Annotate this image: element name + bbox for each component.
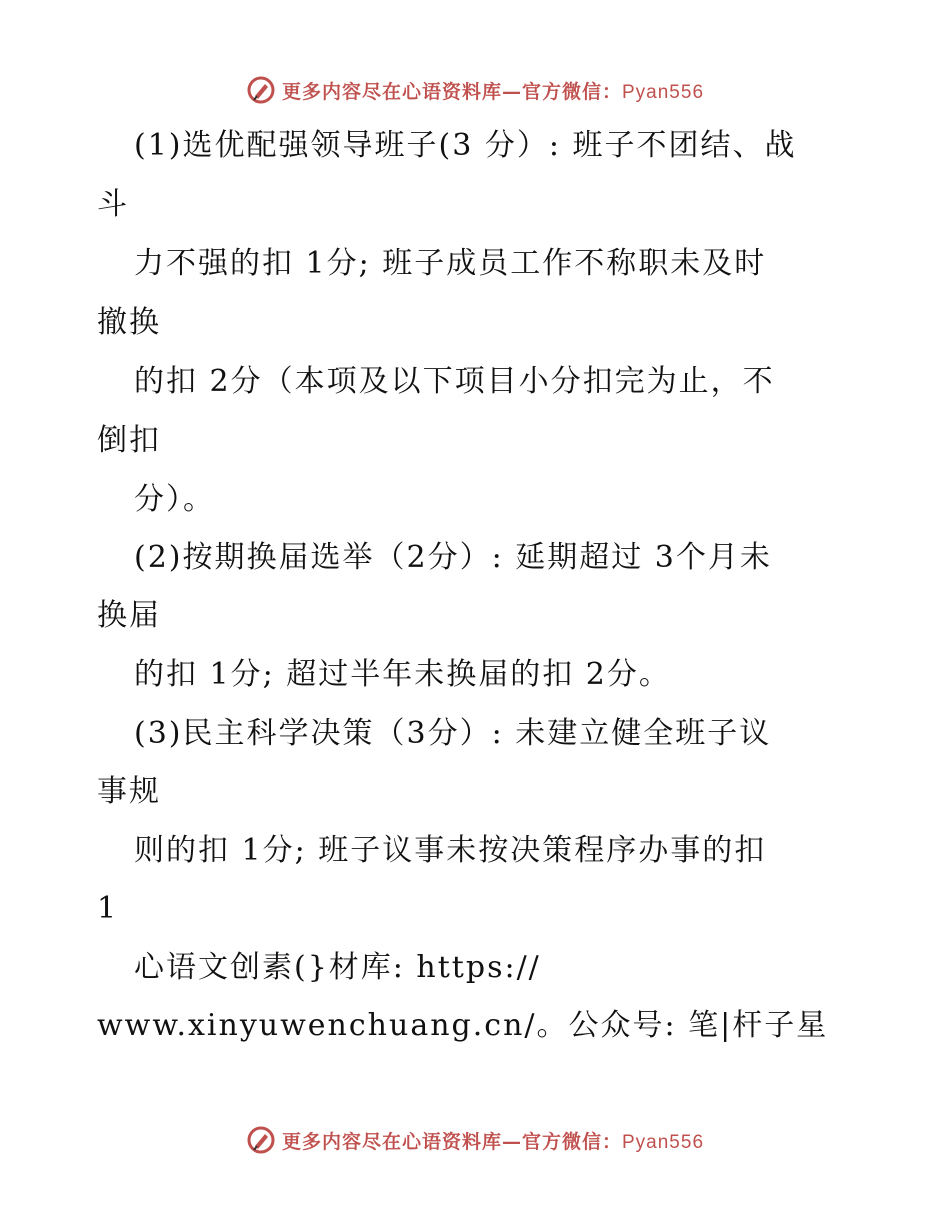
text-line: 心语文创素(}材库: https://: [134, 950, 541, 985]
text-line: 分）。: [134, 482, 215, 517]
text-line: 事规: [97, 774, 161, 809]
text-line: 力不强的扣 1分; 班子成员工作不称职未及时: [134, 246, 767, 281]
banner-text: 更多内容尽在心语资料库—官方微信：Pyan556: [281, 1130, 705, 1153]
text-line: (3)民主科学决策（3分）: 未建立健全班子议: [134, 716, 772, 751]
text-line: 的扣 2分（本项及以下项目小分扣完为止，不: [134, 364, 775, 399]
text-line: 1: [97, 891, 119, 926]
text-line: (2)按期换届选举（2分）: 延期超过 3个月未: [134, 540, 772, 575]
text-line: 换届: [97, 598, 161, 633]
text-line: (1)选优配强领导班子(3 分）: 班子不团结、战: [134, 128, 797, 163]
text-line: 撤换: [97, 305, 161, 340]
text-line: 的扣 1分; 超过半年未换届的扣 2分。: [134, 657, 671, 692]
text-line: 倒扣: [97, 423, 161, 458]
text-line: 斗: [97, 187, 129, 222]
banner-text: 更多内容尽在心语资料库—官方微信：Pyan556: [281, 80, 705, 103]
pen-logo-icon: [246, 1125, 276, 1155]
text-line: 则的扣 1分; 班子议事未按决策程序办事的扣: [134, 833, 767, 868]
text-line: www.xinyuwenchuang.cn/。公众号: 笔|杆子星: [97, 1008, 829, 1043]
footer-banner: [0, 1122, 950, 1158]
